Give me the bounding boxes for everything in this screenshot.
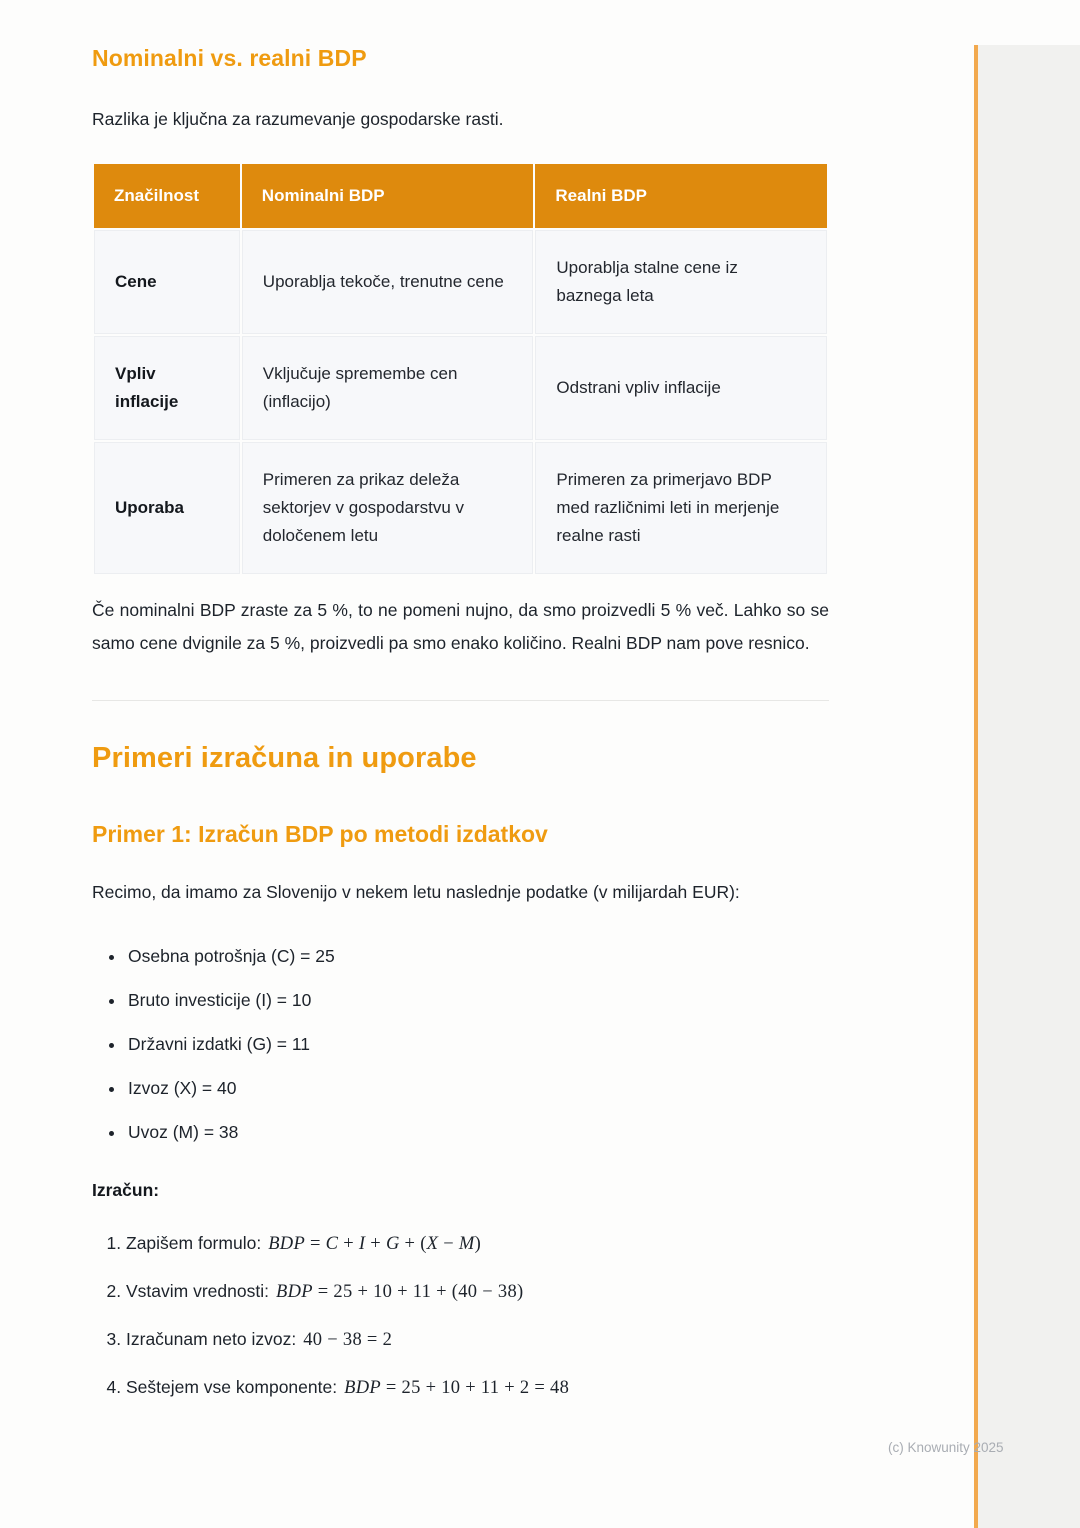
chapter-heading-examples: Primeri izračuna in uporabe [92,741,477,774]
calculation-step [126,1373,829,1403]
page-edge-background [978,45,1080,1528]
calculation-step [126,1277,829,1307]
column-header-feature: Značilnost [94,164,240,228]
row-feature-label: Vpliv inflacije [94,336,240,440]
section-divider [92,700,829,701]
section-intro-paragraph: Razlika je ključna za razumevanje gospodarske rasti. [92,108,504,129]
row-feature-label: Uporaba [94,442,240,574]
math-expression: BDP = C + I + G + (X − M) [268,1234,482,1255]
table-row [94,336,827,440]
calculation-step [126,1229,829,1259]
page-edge-line [974,45,978,1528]
example1-intro-paragraph: Recimo, da imamo za Slovenijo v nekem letu naslednje podatke (v milijardah EUR): [92,882,740,903]
math-expression: 40 − 38 = 2 [303,1330,393,1351]
table-row [94,442,827,574]
list-item: • Osebna potrošnja (C) = 25 [126,943,829,970]
column-header-nominal: Nominalni BDP [242,164,534,228]
calculation-label: Izračun: [92,1180,160,1201]
comparison-table [92,162,829,576]
column-header-real: Realni BDP [535,164,827,228]
cell-nominal: Vključuje spremembe cen (inflacijo) [242,336,534,440]
table-row [94,230,827,334]
list-item: • Uvoz (M) = 38 [126,1119,829,1146]
copyright-footer: (c) Knowunity 2025 [888,1440,1004,1455]
cell-nominal: Uporablja tekoče, trenutne cene [242,230,534,334]
calculation-steps-list [92,1229,829,1403]
list-item: • Izvoz (X) = 40 [126,1075,829,1102]
row-feature-label: Cene [94,230,240,334]
list-item: • Bruto investicije (I) = 10 [126,987,829,1014]
step-label: Vstavim vrednosti: [126,1281,269,1302]
math-expression: BDP = 25 + 10 + 11 + (40 − 38) [275,1282,524,1303]
example1-heading: Primer 1: Izračun BDP po metodi izdatkov [92,820,548,847]
document-content [92,44,829,1421]
calculation-step [126,1325,829,1355]
step-label: Izračunam neto izvoz: [126,1329,297,1350]
cell-real: Primeren za primerjavo BDP med različnimi leti in merjenje realne rasti [535,442,827,574]
cell-nominal: Primeren za prikaz deleža sektorjev v gospodarstvu v določenem letu [242,442,534,574]
list-item: • Državni izdatki (G) = 11 [126,1031,829,1058]
table-header-row [94,164,827,228]
data-items-list [92,943,829,1146]
step-label: Seštejem vse komponente: [126,1377,338,1398]
cell-real: Uporablja stalne cene iz baznega leta [535,230,827,334]
note-paragraph: Če nominalni BDP zraste za 5 %, to ne pomeni nujno, da smo proizvedli 5 % več. Lahko so se samo cene dvignile za 5 %, proizvedli pa smo enako količino. Realni BDP nam pove resnico. [92,599,829,653]
step-label: Zapišem formulo: [126,1233,262,1254]
cell-real: Odstrani vpliv inflacije [535,336,827,440]
section-heading-nominal-vs-real: Nominalni vs. realni BDP [92,45,367,71]
math-expression: BDP = 25 + 10 + 11 + 2 = 48 [344,1378,570,1399]
